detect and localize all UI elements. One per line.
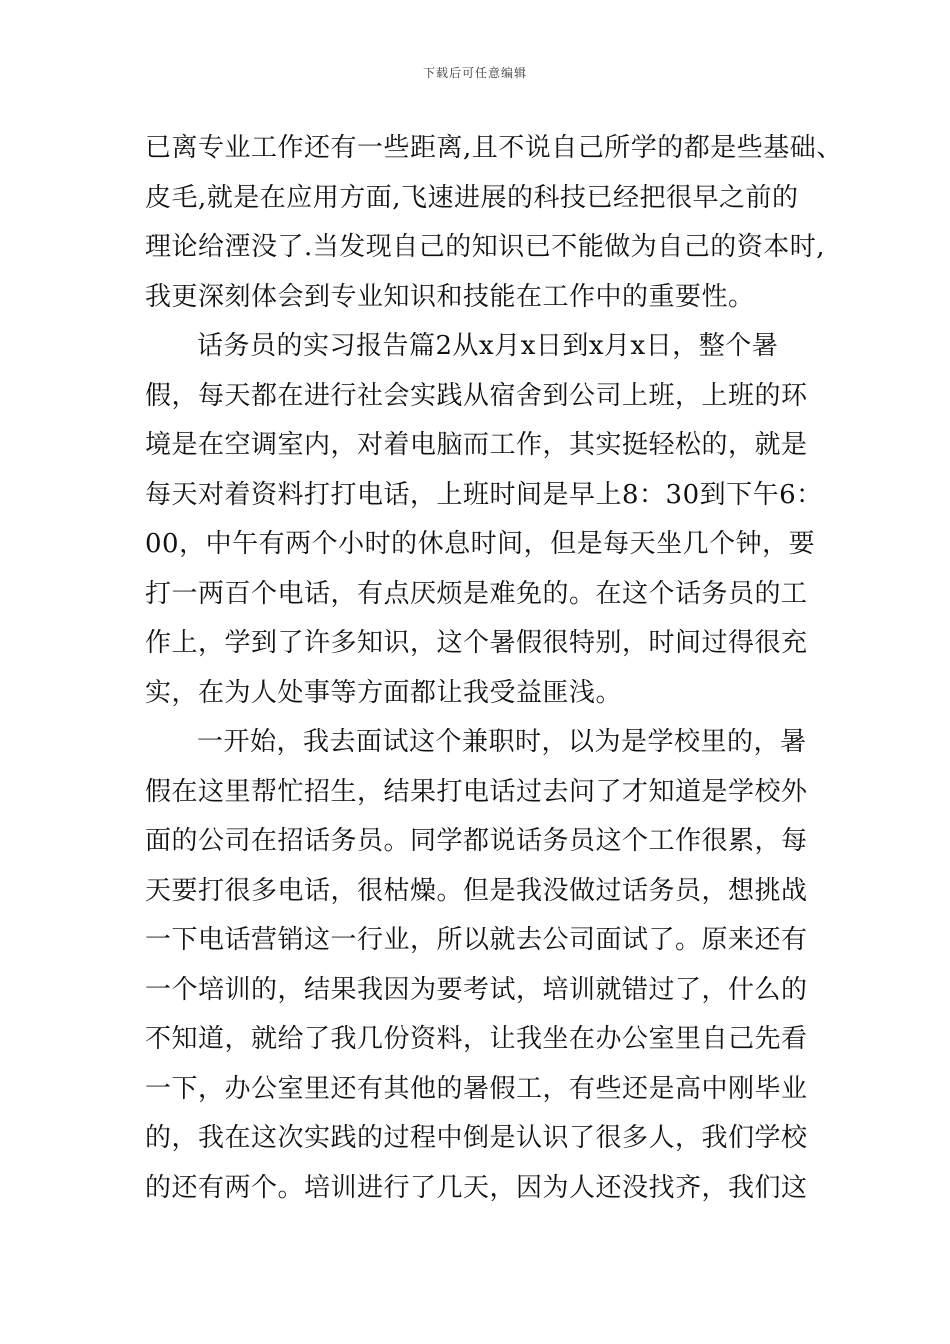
paragraph-2-line-2: 假，每天都在进行社会实践从宿舍到公司上班，上班的环 xyxy=(145,380,808,411)
page-header: 下载后可任意编辑 xyxy=(422,66,527,80)
paragraph-3-line-2: 假在这里帮忙招生，结果打电话过去问了才知道是学校外 xyxy=(145,776,808,807)
paragraph-3-line-5: 一下电话营销这一行业，所以就去公司面试了。原来还有 xyxy=(145,925,808,955)
paragraph-3-line-1: 一开始，我去面试这个兼职时，以为是学校里的，暑 xyxy=(197,727,807,757)
paragraph-1-line-2: 皮毛,就是在应用方面,飞速进展的科技已经把很早之前的 xyxy=(145,182,799,213)
paragraph-3-line-7: 不知道，就给了我几份资料，让我坐在办公室里自己先看 xyxy=(145,1024,808,1054)
paragraph-3-line-3: 面的公司在招话务员。同学都说话务员这个工作很累，每 xyxy=(145,826,808,856)
paragraph-2-line-3: 境是在空调室内，对着电脑而工作，其实挺轻松的，就是 xyxy=(145,430,808,460)
paragraph-1-line-4: 我更深刻体会到专业知识和技能在工作中的重要性。 xyxy=(145,281,755,312)
paragraph-3-line-9: 的，我在这次实践的过程中倒是认识了很多人，我们学校 xyxy=(145,1123,808,1153)
paragraph-2-line-1: 话务员的实习报告篇2从x月x日到x月x日，整个暑 xyxy=(197,331,779,361)
paragraph-2-line-6: 打一两百个电话，有点厌烦是难免的。在这个话务员的工 xyxy=(145,578,808,609)
paragraph-3-line-8: 一下，办公室里还有其他的暑假工，有些还是高中刚毕业 xyxy=(145,1073,808,1104)
paragraph-2-line-8: 实，在为人处事等方面都让我受益匪浅。 xyxy=(145,677,623,708)
paragraph-2-line-5: 00，中午有两个小时的休息时间，但是每天坐几个钟，要 xyxy=(145,529,816,559)
paragraph-3-line-10: 的还有两个。培训进行了几天，因为人还没找齐，我们这 xyxy=(145,1172,808,1203)
paragraph-3-line-6: 一个培训的，结果我因为要考试，培训就错过了，什么的 xyxy=(145,974,808,1005)
paragraph-2-line-7: 作上，学到了许多知识，这个暑假很特别，时间过得很充 xyxy=(145,628,808,658)
document-body xyxy=(145,124,843,1213)
paragraph-1-line-3: 理论给湮没了.当发现自己的知识已不能做为自己的资本时, xyxy=(145,232,826,262)
paragraph-2-line-4: 每天对着资料打打电话，上班时间是早上8：30到下午6： xyxy=(145,479,823,510)
paragraph-1-line-1: 已离专业工作还有一些距离,且不说自己所学的都是些基础、 xyxy=(145,133,843,163)
paragraph-3-line-4: 天要打很多电话，很枯燥。但是我没做过话务员，想挑战 xyxy=(145,875,808,906)
